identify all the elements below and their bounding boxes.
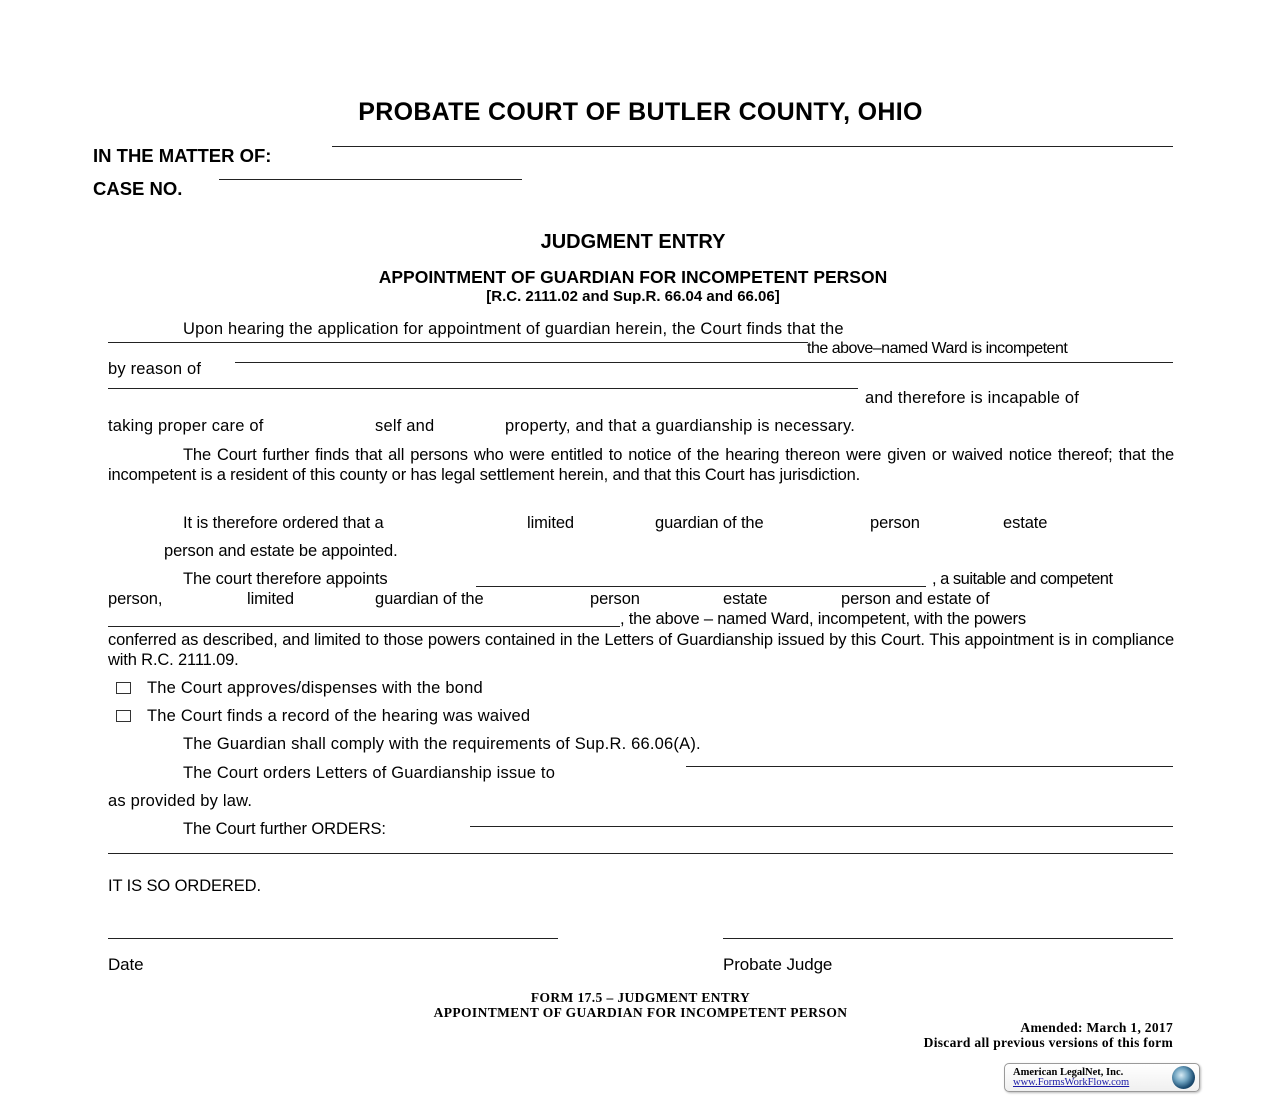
globe-logo-icon xyxy=(1172,1066,1195,1089)
appointment-option-person-and-estate[interactable]: person and estate of xyxy=(841,590,990,608)
judge-signature-line[interactable] xyxy=(723,938,1173,939)
badge-url-link[interactable]: www.FormsWorkFlow.com xyxy=(1013,1077,1130,1088)
bond-checkbox-label: The Court approves/dispenses with the bond xyxy=(147,679,483,697)
date-label: Date xyxy=(108,955,144,974)
judge-label: Probate Judge xyxy=(723,955,833,974)
date-signature-line[interactable] xyxy=(108,938,558,939)
so-ordered-text: IT IS SO ORDERED. xyxy=(108,877,261,895)
appointment-option-person[interactable]: person xyxy=(590,590,640,608)
order-option-person[interactable]: person xyxy=(870,514,920,532)
footer-amended: Amended: March 1, 2017 xyxy=(1020,1020,1173,1035)
letters-issue-to-field[interactable] xyxy=(686,766,1173,767)
matter-label: IN THE MATTER OF: xyxy=(93,145,272,166)
american-legalnet-badge[interactable] xyxy=(1004,1063,1200,1092)
form-title: JUDGMENT ENTRY xyxy=(540,231,726,253)
hearing-record-checkbox-label: The Court finds a record of the hearing was waived xyxy=(147,707,531,725)
case-number-field[interactable] xyxy=(219,179,522,180)
form-citation: [R.C. 2111.02 and Sup.R. 66.04 and 66.06] xyxy=(486,288,780,305)
order-option-estate[interactable]: estate xyxy=(1003,514,1048,532)
footer-discard: Discard all previous versions of this form xyxy=(923,1035,1173,1050)
appointment-guardian-of-text: guardian of the xyxy=(375,590,484,608)
reason-label: by reason of xyxy=(108,360,202,378)
footer-form-title: APPOINTMENT OF GUARDIAN FOR INCOMPETENT PERSON xyxy=(433,1005,848,1020)
appointee-name-field[interactable] xyxy=(476,586,926,587)
order-option-limited[interactable]: limited xyxy=(527,514,574,532)
hearing-record-checkbox[interactable] xyxy=(116,710,131,722)
letters-suffix: as provided by law. xyxy=(108,792,253,810)
bond-checkbox[interactable] xyxy=(116,682,131,694)
appointment-option-estate[interactable]: estate xyxy=(723,590,768,608)
further-orders-field-continued[interactable] xyxy=(108,853,1173,854)
reason-field-continued[interactable] xyxy=(108,388,858,389)
further-orders-label: The Court further ORDERS: xyxy=(183,820,386,838)
compliance-text: The Guardian shall comply with the requirements of Sup.R. 66.06(A). xyxy=(183,735,701,753)
appointment-person-text: person, xyxy=(108,590,163,608)
appointment-prefix: The court therefore appoints xyxy=(183,570,388,588)
form-subtitle: APPOINTMENT OF GUARDIAN FOR INCOMPETENT PERSON xyxy=(378,267,888,287)
case-label: CASE NO. xyxy=(93,178,183,199)
footer-form-number: FORM 17.5 – JUDGMENT ENTRY xyxy=(530,990,751,1005)
care-option-self[interactable]: self and xyxy=(375,417,435,435)
letters-prefix: The Court orders Letters of Guardianship issue to xyxy=(183,764,556,782)
court-title: PROBATE COURT OF BUTLER COUNTY, OHIO xyxy=(358,98,923,126)
ward-incompetent-text: the above–named Ward is incompetent xyxy=(807,340,1068,357)
reason-field[interactable] xyxy=(235,362,1173,363)
appointment-option-limited[interactable]: limited xyxy=(247,590,294,608)
appointment-powers-text: conferred as described, and limited to those powers contained in the Letters of Guardianship issued by this Court. This appointment is in compliance with R.C. 2111.09. xyxy=(108,631,1174,669)
matter-field[interactable] xyxy=(332,146,1173,147)
care-prefix: taking proper care of xyxy=(108,417,264,435)
appointment-ward-field[interactable] xyxy=(108,626,620,627)
care-option-property[interactable]: property, and that a guardianship is necessary. xyxy=(505,417,855,435)
ward-name-field[interactable] xyxy=(108,342,808,343)
order-option-person-and-estate[interactable]: person and estate be appointed. xyxy=(164,542,398,560)
appointment-ward-text: , the above – named Ward, incompetent, with the powers xyxy=(620,610,1026,628)
findings-intro: Upon hearing the application for appointment of guardian herein, the Court finds that the xyxy=(183,320,844,338)
notice-paragraph: The Court further finds that all persons who were entitled to notice of the hearing thereon were given or waived notice thereof; that the incompetent is a resident of this county or has legal settlement herein, and that this Court has jurisdiction. xyxy=(108,446,1174,484)
order-option-guardian-of: guardian of the xyxy=(655,514,764,532)
badge-company-name: American LegalNet, Inc. xyxy=(1013,1067,1124,1078)
incapable-text: and therefore is incapable of xyxy=(865,389,1080,407)
further-orders-field[interactable] xyxy=(470,826,1173,827)
order-prefix: It is therefore ordered that a xyxy=(183,514,384,532)
appointment-suitable-text: , a suitable and competent xyxy=(932,570,1113,588)
